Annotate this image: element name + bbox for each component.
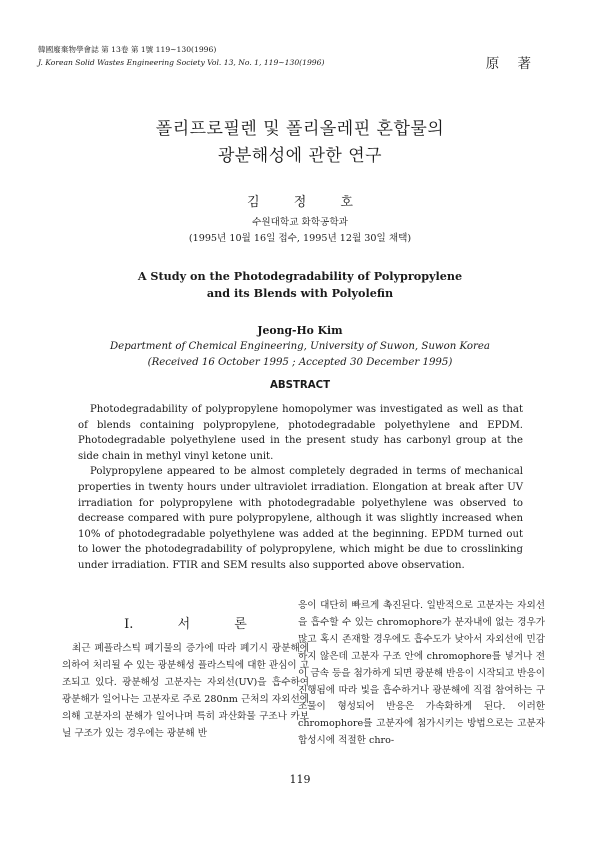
korean-title (0, 116, 600, 170)
journal-header-korean: 韓國廢棄物學會誌 第 13卷 第 1號 119~130(1996) (38, 45, 217, 54)
journal-header-english: J. Korean Solid Wastes Engineering Society Vol. 13, No. 1, 119~130(1996) (38, 57, 325, 67)
journal-header (38, 44, 324, 69)
korean-author: 김 정 호 (247, 195, 353, 210)
korean-affiliation: 수원대학교 화학공학과 (252, 217, 348, 228)
abstract-paragraph-1: Photodegradability of polypropylene homopolymer was investigated as well as that of blends containing polypropylene, photodegradable polyethylene and EPDM. Photodegradable polyethylene used in the present study has carbonyl group at the side chain in methyl vinyl ketone unit. (78, 404, 523, 462)
english-affiliation: Department of Chemical Engineering, University of Suwon, Suwon Korea (110, 341, 490, 352)
article-type-badge: 原 著 (485, 56, 538, 72)
english-affiliation-block (0, 339, 600, 370)
english-author: Jeong-Ho Kim (257, 324, 343, 337)
korean-title-line-2: 광분해성에 관한 연구 (217, 146, 383, 166)
body-column-right (298, 598, 545, 750)
korean-title-line-1: 폴리프로필렌 및 폴리올레핀 혼합물의 (155, 119, 445, 139)
section-heading-introduction: Ⅰ. 서 론 (124, 617, 247, 632)
page-number: 119 (289, 773, 311, 786)
abstract-body (78, 402, 523, 574)
body-right-paragraph: 응이 대단히 빠르게 촉진된다. 일반적으로 고분자는 자외선을 흡수할 수 있는 chromophore가 분자내에 없는 경우가 많고 혹시 존재할 경우에도 흡수도가 낮아서 자외선에 민감하지 않은데 고분자 구조 안에 chromophore를 넣거나 전이 금속 등을 첨가하게 되면 광분해 반응이 시작되고 반응이 진행됨에 따라 빛을 흡수하거나 광분해에 직접 참여하는 구조물이 형성되어 반응은 가속화하게 된다. 이러한 chromophore를 고분자에 첨가시키는 방법으로는 고분자 합성시에 적절한 chro- (298, 600, 545, 747)
english-title (0, 268, 600, 302)
korean-dates: (1995년 10월 16일 접수, 1995년 12월 30일 채택) (188, 233, 412, 244)
abstract-paragraph-2: Polypropylene appeared to be almost completely degraded in terms of mechanical properties in twenty hours under ultraviolet irradiation. Elongation at break after UV irradiation for polypropylene with photodegradable polyethylene was observed to decrease compared with pure polypropylene, although it was slightly increased when 10% of photodegradable polyethylene was added at the beginning. EPDM turned out to lower the photodegradability of polypropylene, which might be due to crosslinking under irradiation. FTIR and SEM results also supported above observation. (78, 466, 523, 571)
english-title-line-2: and its Blends with Polyolefin (206, 286, 394, 300)
english-dates: (Received 16 October 1995 ; Accepted 30 December 1995) (147, 356, 453, 368)
korean-affiliation-block (0, 215, 600, 247)
body-left-paragraph: 최근 폐플라스틱 폐기물의 증가에 따라 폐기시 광분해에 의하여 처리될 수 있는 광분해성 플라스틱에 대한 관심이 고조되고 있다. 광분해성 고분자는 자외선(UV)을 흡수하여 광분해가 일어나는 고분자로 주로 280nm 근처의 자외선에 의해 고분자의 분해가 일어나며 특히 과산화물 구조나 카보닐 구조가 있는 경우에는 광분해 반 (62, 643, 309, 739)
body-column-left (62, 641, 309, 742)
abstract-heading: ABSTRACT (269, 380, 331, 391)
english-title-line-1: A Study on the Photodegradability of Polypropylene (137, 269, 463, 283)
